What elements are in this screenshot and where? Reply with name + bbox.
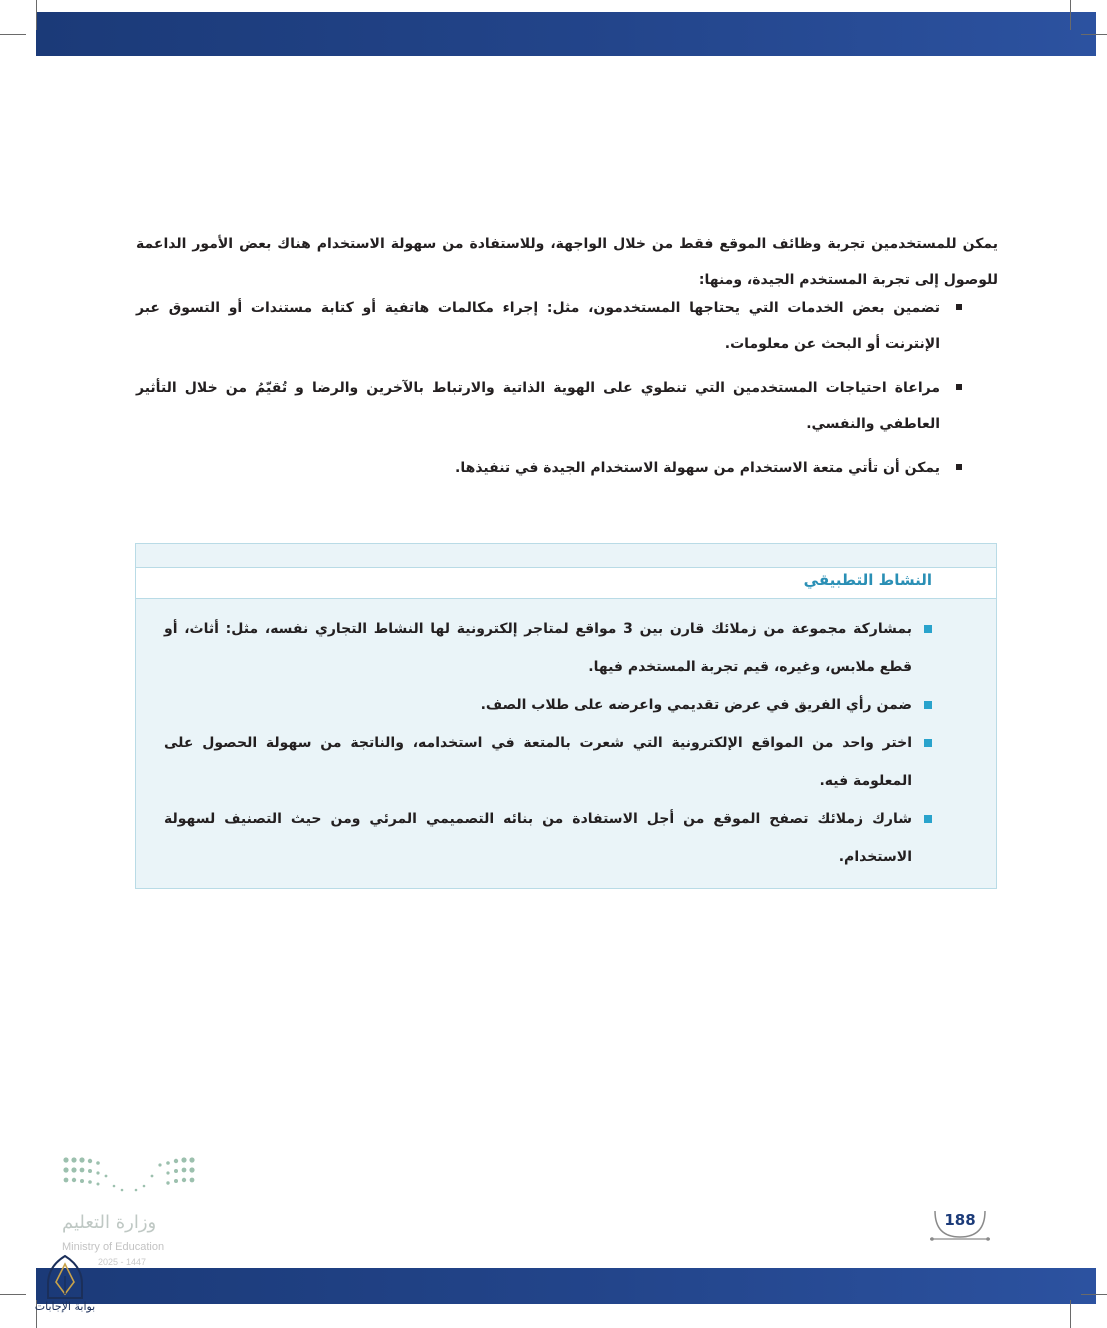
activity-box bbox=[135, 543, 997, 889]
activity-item-text: ضمن رأي الفريق في عرض تقديمي واعرضه على طلاب الصف. bbox=[480, 697, 912, 713]
list-item bbox=[164, 724, 912, 800]
ministry-name-en: Ministry of Education bbox=[62, 1241, 165, 1253]
bullet-icon bbox=[924, 625, 932, 633]
list-item bbox=[136, 290, 998, 362]
list-item bbox=[136, 450, 998, 486]
intro-paragraph: يمكن للمستخدمين تجربة وظائف الموقع فقط من خلال الواجهة، وللاستفادة من سهولة الاستخدام هناك بعض الأمور الداعمة للوصول إلى تجربة المستخدم الجيدة، ومنها: bbox=[136, 236, 998, 288]
activity-item-text: اختر واحد من المواقع الإلكترونية التي شعرت بالمتعة في استخدامه، والناتجة من سهولة الحصول على المعلومة فيه. bbox=[164, 735, 912, 789]
list-item bbox=[164, 800, 912, 876]
ministry-year: 2025 - 1447 bbox=[98, 1257, 147, 1267]
crop-mark bbox=[1070, 0, 1071, 30]
pen-nib-icon bbox=[30, 1254, 100, 1302]
list-item bbox=[164, 610, 912, 686]
page-number: 188 bbox=[944, 1211, 976, 1229]
bullet-icon bbox=[956, 384, 962, 390]
activity-item-text: شارك زملائك تصفح الموقع من أجل الاستفادة من بنائه التصميمي المرئي ومن حيث التصنيف لسهولة الاستخدام. bbox=[164, 811, 912, 865]
bullet-icon bbox=[924, 815, 932, 823]
crop-mark bbox=[1081, 1294, 1107, 1295]
bullet-icon bbox=[924, 701, 932, 709]
ministry-name-ar: وزارة التعليم bbox=[62, 1212, 157, 1233]
bullet-text: مراعاة احتياجات المستخدمين التي تنطوي على الهوية الذاتية والارتباط بالآخرين والرضا و تُقيّمُ من خلال التأثير العاطفي والنفسي. bbox=[136, 380, 940, 432]
activity-list bbox=[164, 610, 912, 876]
watermark-logo bbox=[30, 1254, 100, 1318]
page-number-badge bbox=[930, 1207, 990, 1243]
crop-mark bbox=[1070, 1300, 1071, 1328]
bullet-icon bbox=[956, 304, 962, 310]
watermark-text: بوابة الإجابات bbox=[34, 1300, 96, 1313]
crop-mark bbox=[36, 0, 37, 30]
bullet-icon bbox=[924, 739, 932, 747]
bullet-text: يمكن أن تأتي متعة الاستخدام من سهولة الاستخدام الجيدة في تنفيذها. bbox=[455, 460, 940, 476]
bullet-text: تضمين بعض الخدمات التي يحتاجها المستخدمون، مثل: إجراء مكالمات هاتفية أو كتابة مستندات أو التسوق عبر الإنترنت أو البحث عن معلومات. bbox=[136, 300, 940, 352]
ministry-dots-icon bbox=[58, 1152, 208, 1208]
list-item bbox=[164, 686, 912, 724]
bullet-icon bbox=[956, 464, 962, 470]
bullet-list bbox=[136, 290, 998, 494]
activity-header bbox=[136, 567, 996, 599]
list-item bbox=[136, 370, 998, 442]
header-band bbox=[36, 12, 1096, 56]
footer-band bbox=[36, 1268, 1096, 1304]
crop-mark bbox=[0, 1294, 26, 1295]
crop-mark bbox=[0, 34, 26, 35]
activity-item-text: بمشاركة مجموعة من زملائك قارن بين 3 مواقع لمتاجر إلكترونية لها النشاط التجاري نفسه، مثل: أثاث، أو قطع ملابس، وغيره، قيم تجربة المستخدم فيها. bbox=[164, 621, 912, 675]
activity-title: النشاط التطبيقي bbox=[803, 571, 932, 589]
crop-mark bbox=[1081, 34, 1107, 35]
